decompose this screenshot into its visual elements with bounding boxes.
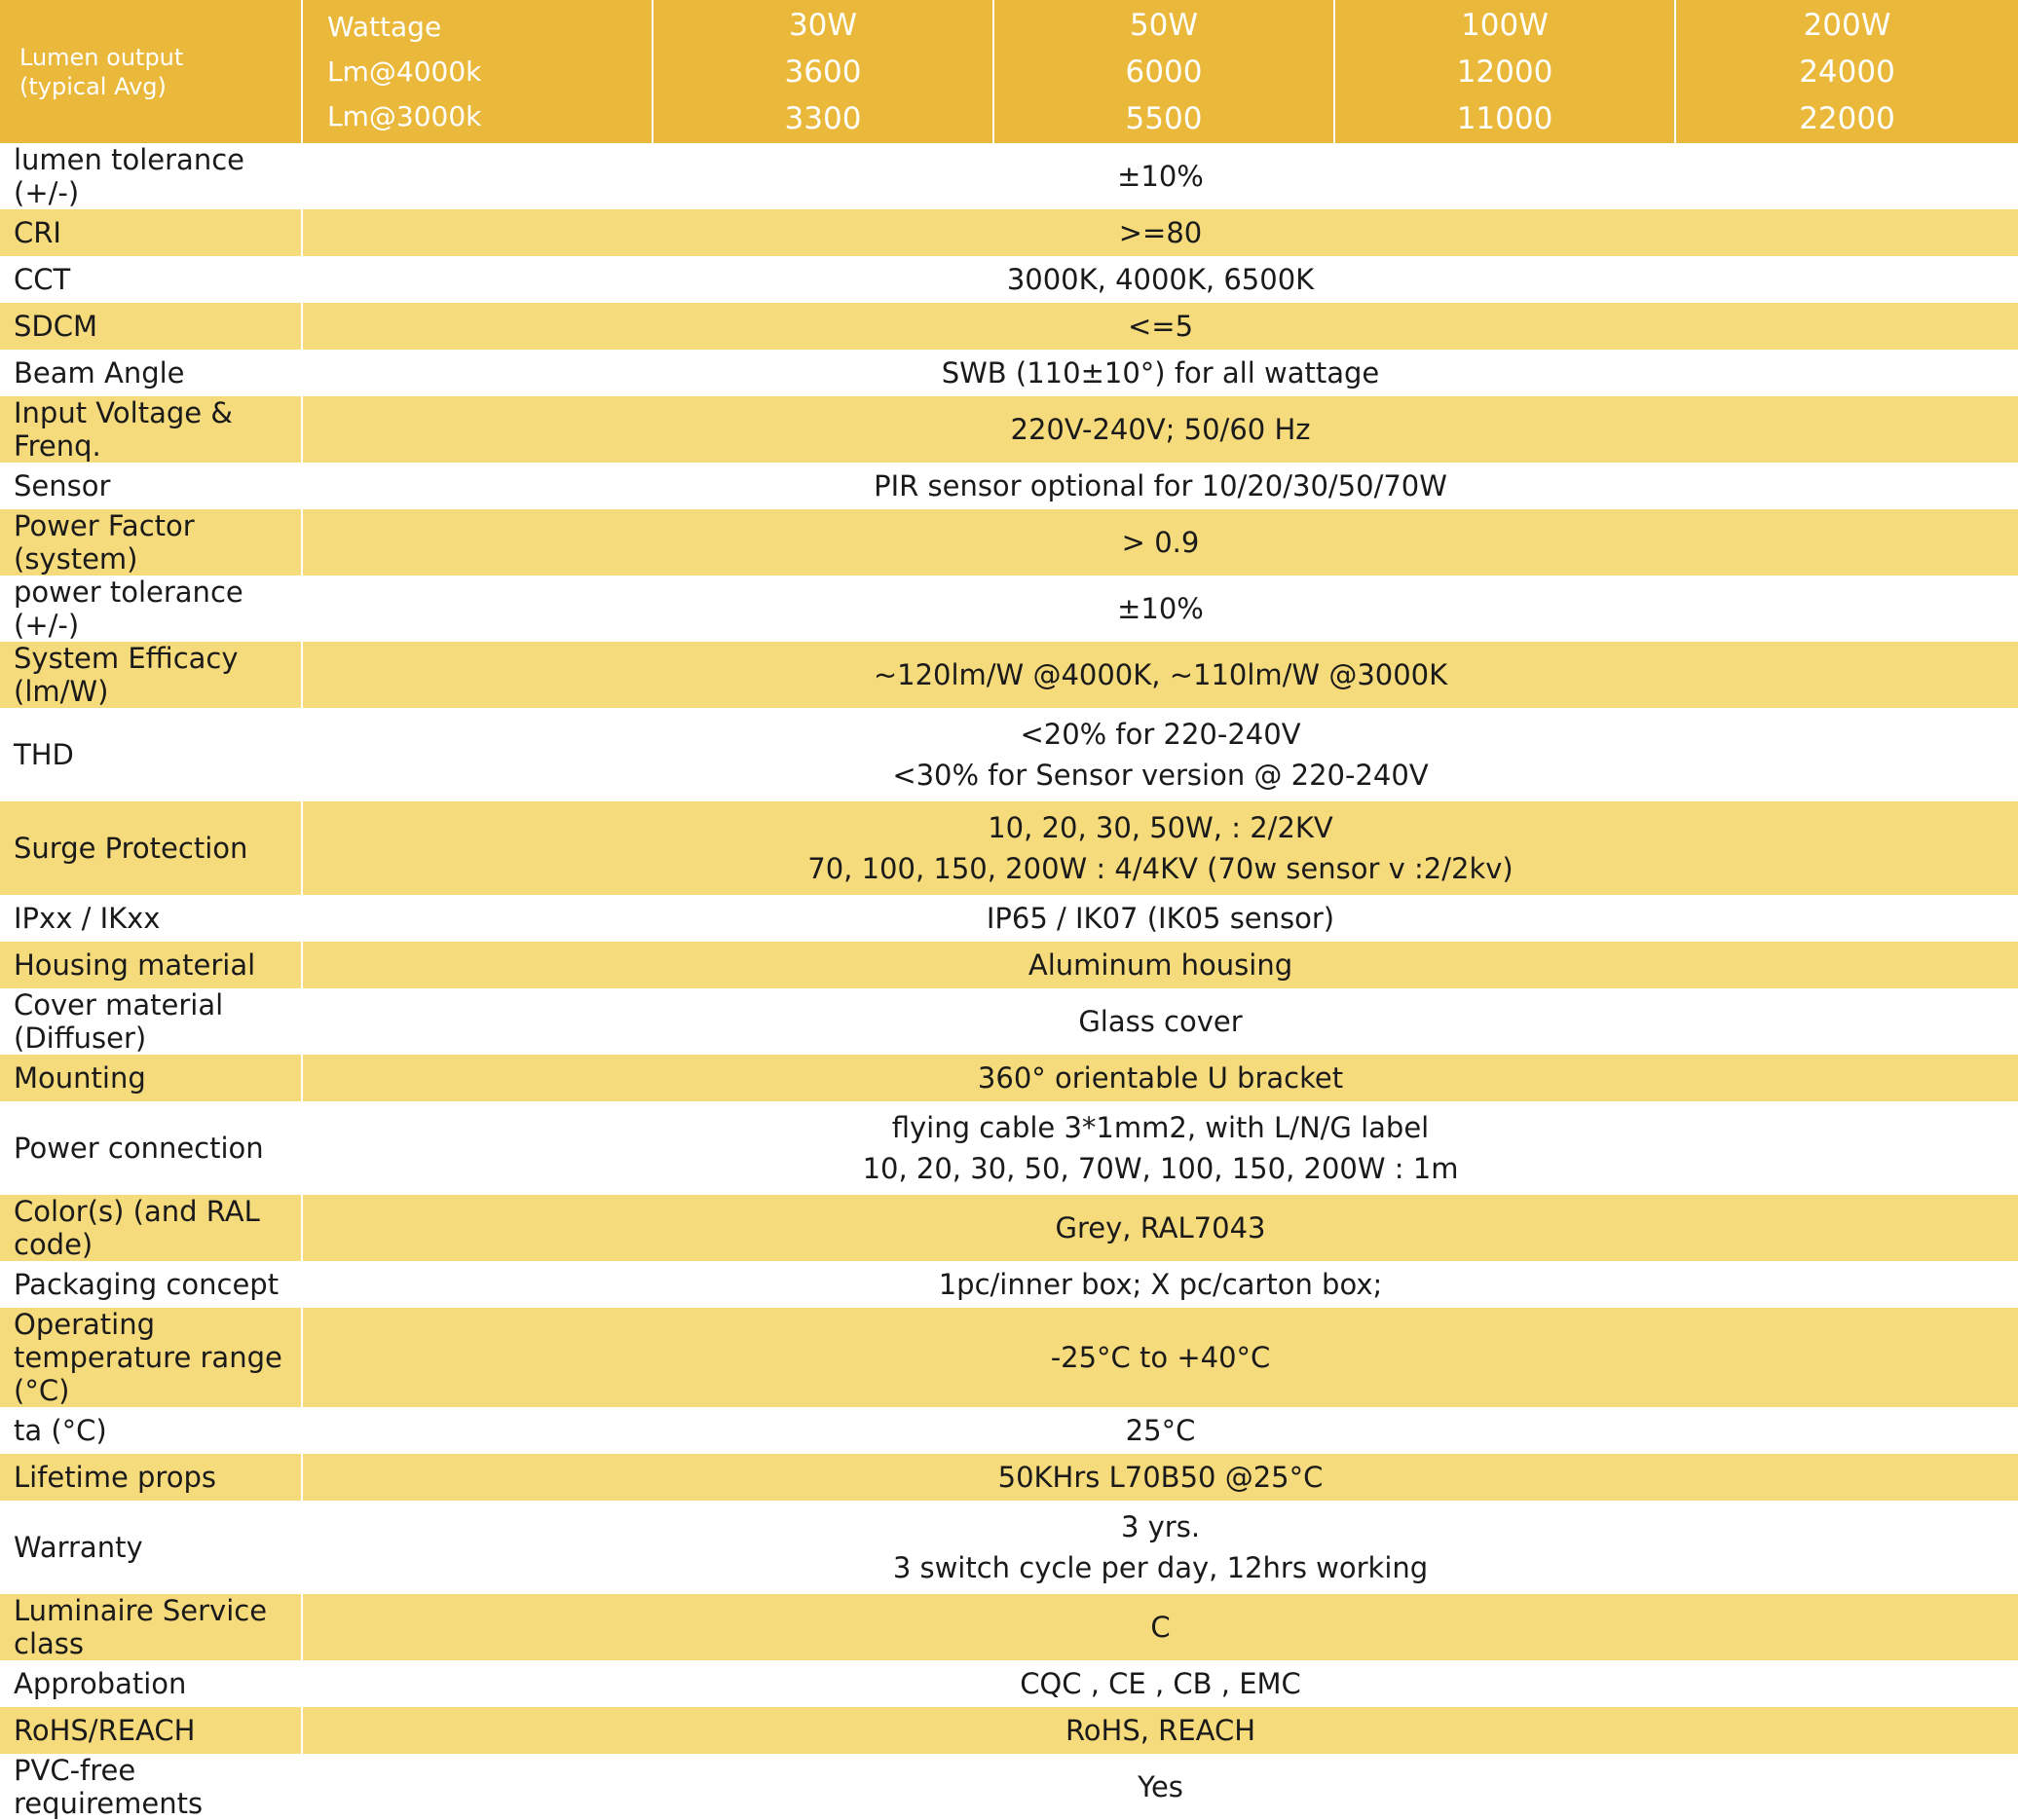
spec-label: THD (0, 708, 302, 801)
spec-value-line: ±10% (1117, 592, 1204, 625)
spec-value-line: 1pc/inner box; X pc/carton box; (938, 1268, 1383, 1301)
spec-value (302, 1407, 2018, 1454)
spec-label: Warranty (0, 1501, 302, 1594)
spec-value (302, 1101, 2018, 1195)
spec-value-line: PIR sensor optional for 10/20/30/50/70W (874, 469, 1447, 502)
spec-label: RoHS/REACH (0, 1707, 302, 1754)
spec-value (302, 1055, 2018, 1101)
spec-value-line: 360° orientable U bracket (977, 1061, 1344, 1095)
header-lm3000: 11000 (1456, 100, 1553, 136)
spec-value (302, 463, 2018, 509)
spec-value (302, 1594, 2018, 1660)
spec-value-line: SWB (110±10°) for all wattage (941, 356, 1380, 390)
table-row (0, 988, 2018, 1055)
spec-label: CCT (0, 256, 302, 303)
spec-value (302, 642, 2018, 708)
table-row (0, 463, 2018, 509)
header-sublabel-wattage: Wattage (327, 10, 442, 43)
spec-value-line: <30% for Sensor version @ 220-240V (892, 759, 1429, 792)
table-row (0, 801, 2018, 895)
spec-label: lumen tolerance (+/-) (0, 143, 302, 209)
spec-value (302, 942, 2018, 988)
spec-value (302, 396, 2018, 463)
table-row (0, 143, 2018, 209)
header-sublabel-lm4000: Lm@4000k (327, 55, 482, 88)
header-label-line: (typical Avg) (19, 72, 167, 100)
spec-value (302, 1707, 2018, 1754)
table-row (0, 1101, 2018, 1195)
spec-value (302, 895, 2018, 942)
spec-label: Beam Angle (0, 350, 302, 396)
header-wattage: 100W (1461, 7, 1549, 43)
spec-value (302, 1308, 2018, 1407)
spec-value-line: 70, 100, 150, 200W : 4/4KV (70w sensor v :2/2kv) (807, 852, 1514, 885)
table-row (0, 1594, 2018, 1660)
table-row (0, 708, 2018, 801)
table-row (0, 1754, 2018, 1820)
spec-label: SDCM (0, 303, 302, 350)
spec-value (302, 988, 2018, 1055)
header-wattage: 30W (788, 7, 858, 43)
header-column-30w (653, 0, 993, 143)
spec-value (302, 1261, 2018, 1308)
table-row (0, 1660, 2018, 1707)
spec-body (0, 143, 2018, 1820)
header-lm4000: 3600 (784, 54, 862, 90)
header-row (0, 0, 2018, 143)
spec-value-line: 10, 20, 30, 50W, : 2/2KV (988, 811, 1333, 844)
spec-value (302, 576, 2018, 642)
spec-value (302, 209, 2018, 256)
spec-value (302, 143, 2018, 209)
spec-label: Color(s) (and RAL code) (0, 1195, 302, 1261)
header-column-50w (993, 0, 1334, 143)
spec-label: CRI (0, 209, 302, 256)
spec-value-line: 220V-240V; 50/60 Hz (1010, 413, 1311, 446)
table-row (0, 303, 2018, 350)
table-row (0, 1055, 2018, 1101)
spec-value-line: >=80 (1118, 216, 1203, 249)
header-lm4000: 24000 (1799, 54, 1895, 90)
table-row (0, 509, 2018, 576)
spec-value (302, 708, 2018, 801)
header-wattage: 200W (1803, 7, 1891, 43)
spec-value-line: IP65 / IK07 (IK05 sensor) (986, 902, 1335, 935)
spec-value-line: Glass cover (1078, 1005, 1243, 1038)
spec-value-line: <20% for 220-240V (1020, 718, 1301, 751)
spec-label: ta (°C) (0, 1407, 302, 1454)
table-row (0, 895, 2018, 942)
table-row (0, 642, 2018, 708)
spec-value-line: C (1150, 1611, 1171, 1644)
spec-value (302, 1754, 2018, 1820)
table-row (0, 396, 2018, 463)
spec-label: Approbation (0, 1660, 302, 1707)
header-lm3000: 3300 (784, 100, 862, 136)
spec-label: Luminaire Service class (0, 1594, 302, 1660)
spec-label: Sensor (0, 463, 302, 509)
table-row (0, 1407, 2018, 1454)
header-column-200w (1675, 0, 2018, 143)
header-wattage: 50W (1129, 7, 1199, 43)
header-sublabel-cell (302, 0, 653, 143)
table-row (0, 576, 2018, 642)
spec-label: Surge Protection (0, 801, 302, 895)
spec-value-line: 25°C (1125, 1414, 1196, 1447)
spec-value (302, 801, 2018, 895)
spec-label: power tolerance (+/-) (0, 576, 302, 642)
spec-value-line: ~120lm/W @4000K, ~110lm/W @3000K (873, 658, 1448, 691)
spec-value-line: 3000K, 4000K, 6500K (1006, 263, 1315, 296)
spec-value (302, 509, 2018, 576)
header-column-100w (1334, 0, 1675, 143)
spec-value (302, 1195, 2018, 1261)
table-row (0, 350, 2018, 396)
spec-label: Mounting (0, 1055, 302, 1101)
spec-value-line: ±10% (1117, 160, 1204, 193)
spec-value-line: 50KHrs L70B50 @25°C (997, 1461, 1324, 1494)
spec-value-line: Yes (1138, 1770, 1183, 1803)
table-row (0, 942, 2018, 988)
spec-value-line: 3 yrs. (1120, 1510, 1201, 1543)
spec-value (302, 1501, 2018, 1594)
table-row (0, 209, 2018, 256)
header-label-line: Lumen output (19, 43, 184, 71)
spec-value-line: <=5 (1127, 310, 1194, 343)
spec-value-line: RoHS, REACH (1065, 1714, 1256, 1747)
spec-label: Power connection (0, 1101, 302, 1195)
spec-label: Housing material (0, 942, 302, 988)
spec-label: Power Factor (system) (0, 509, 302, 576)
table-row (0, 1501, 2018, 1594)
spec-value (302, 256, 2018, 303)
header-lm3000: 22000 (1799, 100, 1895, 136)
table-row (0, 1454, 2018, 1501)
spec-value (302, 303, 2018, 350)
spec-value (302, 350, 2018, 396)
spec-value-line: flying cable 3*1mm2, with L/N/G label (891, 1111, 1430, 1144)
table-row (0, 1707, 2018, 1754)
header-sublabel-lm3000: Lm@3000k (327, 99, 482, 132)
spec-value-line: > 0.9 (1121, 526, 1200, 559)
header-lm3000: 5500 (1125, 100, 1203, 136)
header-lm4000: 12000 (1456, 54, 1553, 90)
spec-value-line: 10, 20, 30, 50, 70W, 100, 150, 200W : 1m (862, 1152, 1459, 1185)
spec-value-line: 3 switch cycle per day, 12hrs working (892, 1551, 1429, 1584)
table-row (0, 256, 2018, 303)
spec-value-line: Grey, RAL7043 (1055, 1211, 1266, 1244)
table-row (0, 1195, 2018, 1261)
spec-value-line: CQC , CE , CB , EMC (1020, 1667, 1301, 1700)
spec-label: Input Voltage & Frenq. (0, 396, 302, 463)
spec-label: System Efficacy (lm/W) (0, 642, 302, 708)
spec-label: IPxx / IKxx (0, 895, 302, 942)
table-row (0, 1261, 2018, 1308)
spec-label: Operating temperature range (°C) (0, 1308, 302, 1407)
spec-value (302, 1454, 2018, 1501)
spec-value-line: -25°C to +40°C (1050, 1341, 1271, 1374)
header-lm4000: 6000 (1125, 54, 1203, 90)
table-row (0, 1308, 2018, 1407)
spec-label: PVC-free requirements (0, 1754, 302, 1820)
spec-label: Lifetime props (0, 1454, 302, 1501)
header-label-cell (0, 0, 302, 143)
spec-value-line: Aluminum housing (1028, 948, 1293, 982)
spec-value (302, 1660, 2018, 1707)
spec-label: Cover material (Diffuser) (0, 988, 302, 1055)
spec-label: Packaging concept (0, 1261, 302, 1308)
